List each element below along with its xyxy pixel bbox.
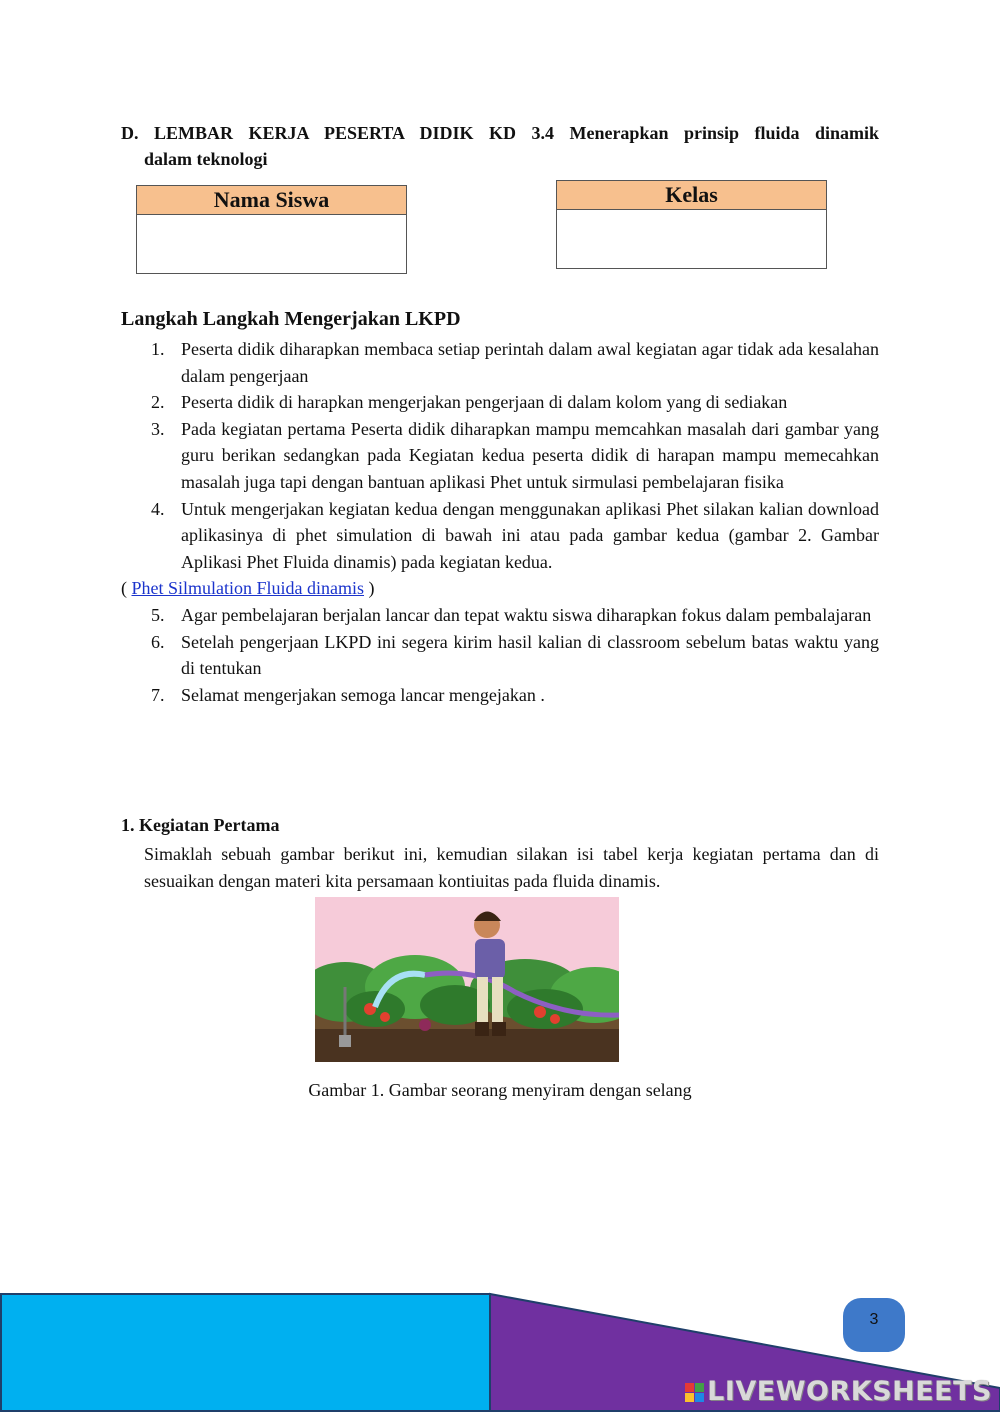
page-number-badge: 3	[843, 1298, 905, 1352]
class-label: Kelas	[557, 181, 826, 210]
class-input[interactable]	[557, 210, 826, 267]
list-item: 3. Pada kegiatan pertama Peserta didik diharapkan mampu memcahkan masalah dari gambar yang guru berikan sedangkan pada Kegiatan kedua peserta didik di harapan mampu memecahkan masalah juga tapi dengan bantuan aplikasi Phet untuk sirmulasi pembelajaran fisika	[151, 418, 879, 492]
figure-caption: Gambar 1. Gambar seorang menyiram dengan selang	[308, 1080, 692, 1100]
list-item: 5. Agar pembelajaran berjalan lancar dan tepat waktu siswa diharapkan fokus dalam pembalajaran	[151, 604, 872, 625]
phet-link-line: ( Phet Silmulation Fluida dinamis )	[121, 578, 375, 599]
phet-simulation-link[interactable]: Phet Silmulation Fluida dinamis	[131, 578, 365, 599]
liveworksheets-logo: LIVEWORKSHEETS	[685, 1376, 992, 1407]
worksheet-heading: D. LEMBAR KERJA PESERTA DIDIK KD 3.4 Menerapkan prinsip fluida dinamik	[121, 123, 879, 143]
student-name-box	[136, 185, 407, 274]
gardener-illustration	[315, 897, 619, 1062]
activity-description: Simaklah sebuah gambar berikut ini, kemudian silakan isi tabel kerja kegiatan pertama dan di sesuaikan dengan materi kita persamaan kontiuitas pada fluida dinamis.	[144, 844, 879, 891]
activity-title: 1. Kegiatan Pertama	[121, 815, 280, 835]
list-item: 1. Peserta didik diharapkan membaca setiap perintah dalam awal kegiatan agar tidak ada kesalahan dalam pengerjaan	[151, 339, 879, 386]
list-item: 4. Untuk mengerjakan kegiatan kedua dengan menggunakan aplikasi Phet silakan kalian download aplikasinya di phet simulation di bawah ini atau pada gambar kedua (gambar 2. Gambar Aplikasi Phet Fluida dinamis) pada kegiatan kedua.	[151, 498, 879, 572]
list-item: 2. Peserta didik di harapkan mengerjakan pengerjaan di dalam kolom yang di sediakan	[151, 392, 788, 413]
student-name-label: Nama Siswa	[137, 186, 406, 215]
steps-title: Langkah Langkah Mengerjakan LKPD	[121, 308, 461, 330]
list-item: 6. Setelah pengerjaan LKPD ini segera kirim hasil kalian di classroom sebelum batas waktu yang di tentukan	[151, 631, 879, 679]
class-box	[556, 180, 827, 269]
student-name-input[interactable]	[137, 215, 406, 272]
liveworksheets-logo-icon	[685, 1383, 704, 1402]
list-item: 7. Selamat mengerjakan semoga lancar mengejakan .	[151, 684, 545, 705]
steps-list	[121, 336, 879, 708]
worksheet-heading-continued: dalam teknologi	[144, 149, 268, 169]
